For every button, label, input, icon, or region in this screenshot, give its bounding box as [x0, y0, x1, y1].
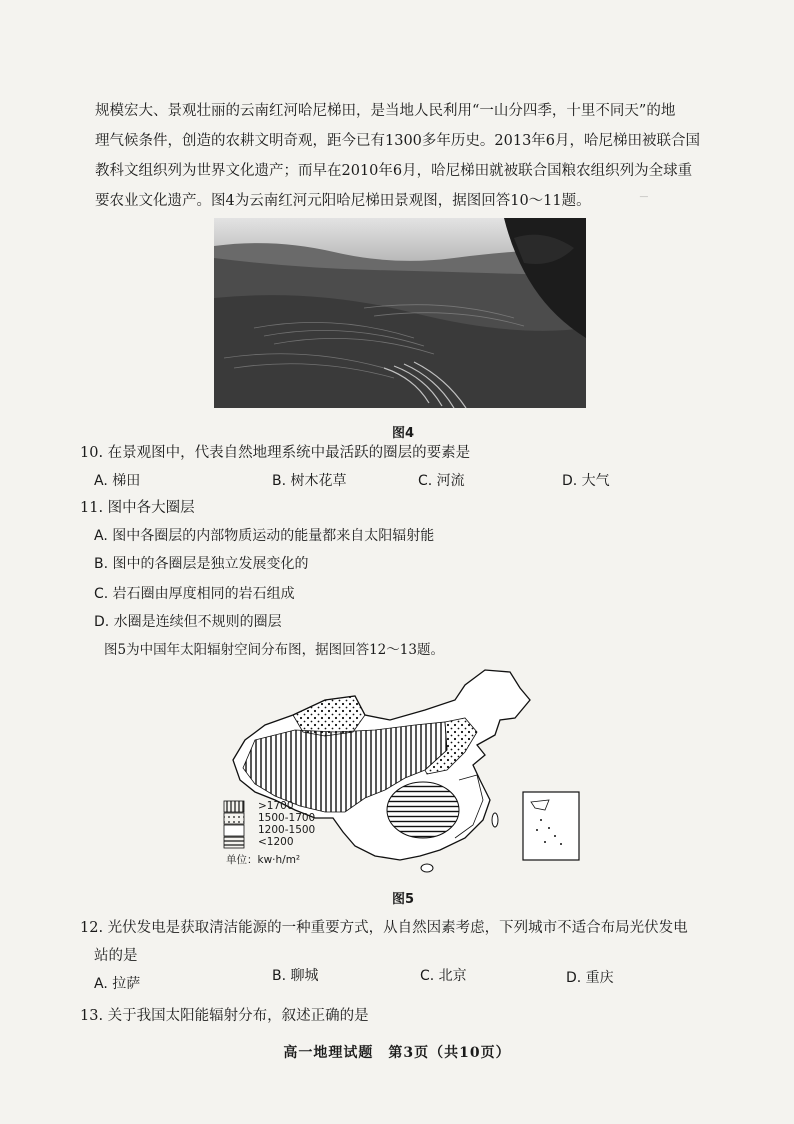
- question-10-stem: 10. 在景观图中，代表自然地理系统中最活跃的圈层的要素是: [80, 445, 471, 461]
- question-10-option-c: C. 河流: [418, 473, 465, 489]
- question-11-stem: 11. 图中各大圈层: [80, 500, 195, 516]
- legend-item-1500-1700: 1500-1700: [258, 812, 316, 824]
- question-12-option-b: B. 聊城: [272, 968, 319, 984]
- figure4-terrace-photo: [214, 218, 586, 408]
- intro-line: 教科文组织列为世界文化遗产；而早在2010年6月，哈尼梯田就被联合国粮农组织列为全球重: [95, 163, 693, 179]
- question-11-option-b: B. 图中的各圈层是独立发展变化的: [94, 556, 309, 572]
- question-11-option-d: D. 水圈是连续但不规则的圈层: [94, 614, 282, 630]
- intro-line: 理气候条件，创造的农耕文明奇观，距今已有1300多年历史。2013年6月，哈尼梯田被联合国: [95, 133, 701, 149]
- figure5-lead-text: 图5为中国年太阳辐射空间分布图，据图回答12～13题。: [104, 642, 444, 658]
- intro-line: 规模宏大、景观壮丽的云南红河哈尼梯田，是当地人民利用“一山分四季，十里不同天”的地: [95, 103, 676, 119]
- question-12-option-d: D. 重庆: [566, 970, 614, 986]
- question-11-option-a: A. 图中各圈层的内部物质运动的能量都来自太阳辐射能: [94, 528, 435, 544]
- figure4-caption: 图4: [392, 426, 415, 441]
- zone-under-1200: [387, 782, 459, 838]
- question-11-option-c: C. 岩石圈由厚度相同的岩石组成: [94, 586, 295, 602]
- taiwan-island: [492, 813, 498, 827]
- bleed-through-text: ─: [640, 190, 648, 205]
- legend-item-1200-1500: 1200-1500: [258, 824, 316, 836]
- hainan-island: [421, 864, 433, 872]
- question-10-option-b: B. 树木花草: [272, 473, 347, 489]
- intro-paragraph: [95, 96, 735, 216]
- legend-swatches: [222, 800, 248, 852]
- question-12-stem-line1: 12. 光伏发电是获取清洁能源的一种重要方式，从自然因素考虑，下列城市不适合布局光伏发电: [80, 920, 688, 936]
- question-12-option-a: A. 拉萨: [94, 976, 141, 992]
- figure5-legend: [222, 800, 362, 866]
- zone-1500-1700-northwest: [293, 696, 365, 736]
- question-10-option-d: D. 大气: [562, 473, 610, 489]
- figure5-caption: 图5: [392, 892, 415, 907]
- legend-unit: 单位：kw·h/m²: [226, 854, 301, 866]
- question-10-option-a: A. 梯田: [94, 473, 141, 489]
- legend-item-under-1200: <1200: [258, 836, 294, 848]
- question-12-option-c: C. 北京: [420, 968, 467, 984]
- intro-line: 要农业文化遗产。图4为云南红河元阳哈尼梯田景观图，据图回答10～11题。: [95, 193, 591, 209]
- page-footer: 高一地理试题 第3页（共10页）: [283, 1045, 511, 1061]
- legend-item-over-1700: >1700: [258, 800, 294, 812]
- question-12-stem-line2: 站的是: [94, 948, 138, 964]
- question-13-stem: 13. 关于我国太阳能辐射分布，叙述正确的是: [80, 1008, 369, 1024]
- terrace-landscape-image: [214, 218, 586, 408]
